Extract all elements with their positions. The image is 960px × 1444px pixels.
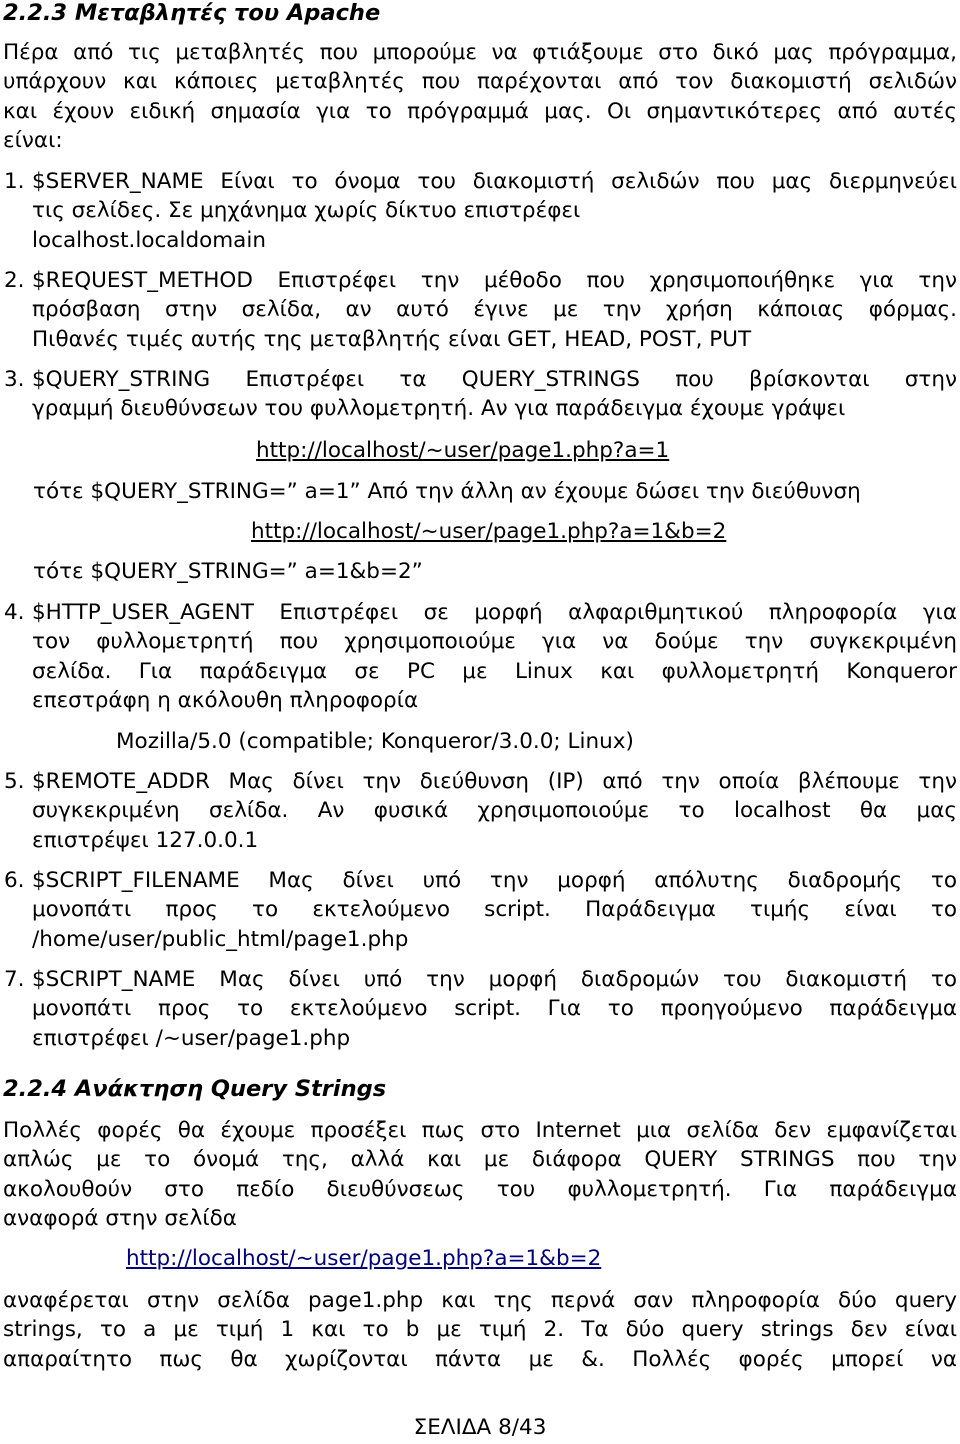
text-line: επιστρέψει 127.0.0.1 bbox=[32, 827, 259, 853]
text-line: $SERVER_NAME Είναι το όνομα του διακομιστή σελιδών που μας διερμηνεύει bbox=[32, 169, 957, 194]
list-item-script-name bbox=[4, 965, 957, 1053]
query-strings-paragraph-1 bbox=[3, 1116, 957, 1233]
item-number: 7. bbox=[4, 967, 25, 992]
item-number: 3. bbox=[4, 367, 25, 392]
text-line: μονοπάτι προς το εκτελούμενο script. Παράδειγμα τιμής είναι το bbox=[32, 897, 957, 923]
text-line: $QUERY_STRING Επιστρέφει τα QUERY_STRINGS που βρίσκονται στην bbox=[32, 367, 957, 392]
example-url-2[interactable] bbox=[251, 517, 726, 546]
text-line: Πέρα από τις μεταβλητές που μπορούμε να φτιάξουμε στο δικό μας πρόγραμμα, bbox=[3, 40, 957, 65]
text-line: επιστρέφει /~user/page1.php bbox=[32, 1025, 351, 1051]
item-number: 5. bbox=[4, 769, 25, 794]
text-line: Πολλές φορές θα έχουμε προσέξει πως στο Internet μια σελίδα δεν εμφανίζεται bbox=[3, 1118, 957, 1143]
section-heading-2-2-3: 2.2.3 Μεταβλητές του Apache bbox=[3, 0, 381, 26]
text-line: μονοπάτι προς το εκτελούμενο script. Για το προηγούμενο παράδειγμα bbox=[32, 996, 957, 1022]
example-url-1[interactable] bbox=[256, 436, 669, 465]
text-line: $REQUEST_METHOD Επιστρέφει την μέθοδο που χρησιμοποιήθηκε για την bbox=[32, 268, 957, 293]
list-item-query-string bbox=[4, 365, 957, 424]
example-link[interactable]: http://localhost/~user/page1.php?a=1&b=2 bbox=[126, 1246, 602, 1271]
query-strings-example-url[interactable] bbox=[126, 1244, 601, 1273]
list-item-remote-addr bbox=[4, 767, 957, 855]
example-link[interactable]: http://localhost/~user/page1.php?a=1 bbox=[256, 438, 670, 463]
list-item-request-method bbox=[4, 266, 957, 354]
item-number: 2. bbox=[4, 268, 25, 293]
text-line: $SCRIPT_FILENAME Μας δίνει υπό την μορφή απόλυτης διαδρομής το bbox=[32, 868, 957, 893]
text-line: και έχουν ειδική σημασία για το πρόγραμμά μας. Οι σημαντικότερες από αυτές bbox=[3, 98, 957, 124]
text-line: αναφέρεται στην σελίδα page1.php και της περνά σαν πληροφορία δύο query bbox=[3, 1288, 957, 1313]
text-line: τις σελίδες. Σε μηχάνημα χωρίς δίκτυο επιστρέφει bbox=[32, 198, 581, 224]
query-string-result-1: τότε $QUERY_STRING=” a=1” Από την άλλη αν έχουμε δώσει την διεύθυνση bbox=[33, 479, 861, 504]
text-line: strings, το a με τιμή 1 και το b με τιμή 2. Τα δύο query strings δεν είναι bbox=[3, 1317, 957, 1343]
text-line: γραμμή διευθύνσεων του φυλλομετρητή. Αν για παράδειγμα έχουμε γράψει bbox=[32, 396, 846, 422]
text-line: $SCRIPT_NAME Μας δίνει υπό την μορφή διαδρομών του διακομιστή το bbox=[32, 967, 957, 992]
user-agent-example: Mozilla/5.0 (compatible; Konqueror/3.0.0; Linux) bbox=[116, 729, 634, 754]
text-line: σελίδα. Για παράδειγμα σε PC με Linux και φυλλομετρητή Konqueror bbox=[32, 658, 957, 684]
list-item-server-name bbox=[4, 167, 957, 255]
text-line: $HTTP_USER_AGENT Επιστρέφει σε μορφή αλφαριθμητικού πληροφορία για bbox=[32, 600, 957, 625]
text-line: Πιθανές τιμές αυτής της μεταβλητής είναι GET, HEAD, POST, PUT bbox=[32, 326, 752, 352]
text-line: είναι: bbox=[3, 127, 63, 153]
page-number: ΣΕΛΙΔΑ 8/43 bbox=[413, 1415, 547, 1440]
text-line: υπάρχουν και κάποιες μεταβλητές που παρέχονται από τον διακομιστή σελιδών bbox=[3, 69, 957, 95]
query-string-result-2: τότε $QUERY_STRING=” a=1&b=2” bbox=[33, 559, 423, 584]
query-strings-paragraph-2 bbox=[3, 1286, 957, 1374]
text-line: $REMOTE_ADDR Μας δίνει την διεύθυνση (IP) από την οποία βλέπουμε την bbox=[32, 769, 957, 794]
list-item-http-user-agent bbox=[4, 598, 957, 715]
item-number: 6. bbox=[4, 868, 25, 893]
intro-paragraph bbox=[3, 38, 957, 155]
text-line: /home/user/public_html/page1.php bbox=[32, 926, 409, 952]
example-link[interactable]: http://localhost/~user/page1.php?a=1&b=2 bbox=[251, 519, 727, 544]
text-line: αναφορά στην σελίδα bbox=[3, 1205, 237, 1231]
text-line: localhost.localdomain bbox=[32, 227, 266, 253]
text-line: απλώς με το όνομά της, αλλά και με διάφορα QUERY STRINGS που την bbox=[3, 1147, 957, 1173]
text-line: επεστράφη η ακόλουθη πληροφορία bbox=[32, 687, 419, 713]
item-number: 1. bbox=[4, 169, 25, 194]
text-line: ακολουθούν στο πεδίο διευθύνσεως του φυλλομετρητή. Για παράδειγμα bbox=[3, 1176, 957, 1202]
item-number: 4. bbox=[4, 600, 25, 625]
section-heading-2-2-4: 2.2.4 Ανάκτηση Query Strings bbox=[3, 1076, 387, 1102]
list-item-script-filename bbox=[4, 866, 957, 954]
text-line: απαραίτητο πως θα χωρίζονται πάντα με &. Πολλές φορές μπορεί να bbox=[3, 1346, 957, 1372]
text-line: τον φυλλομετρητή που χρησιμοποιούμε για να δούμε την συγκεκριμένη bbox=[32, 629, 957, 655]
text-line: συγκεκριμένη σελίδα. Αν φυσικά χρησιμοποιούμε το localhost θα μας bbox=[32, 798, 957, 824]
text-line: πρόσβαση στην σελίδα, αν αυτό έγινε με την χρήση κάποιας φόρμας. bbox=[32, 297, 957, 323]
